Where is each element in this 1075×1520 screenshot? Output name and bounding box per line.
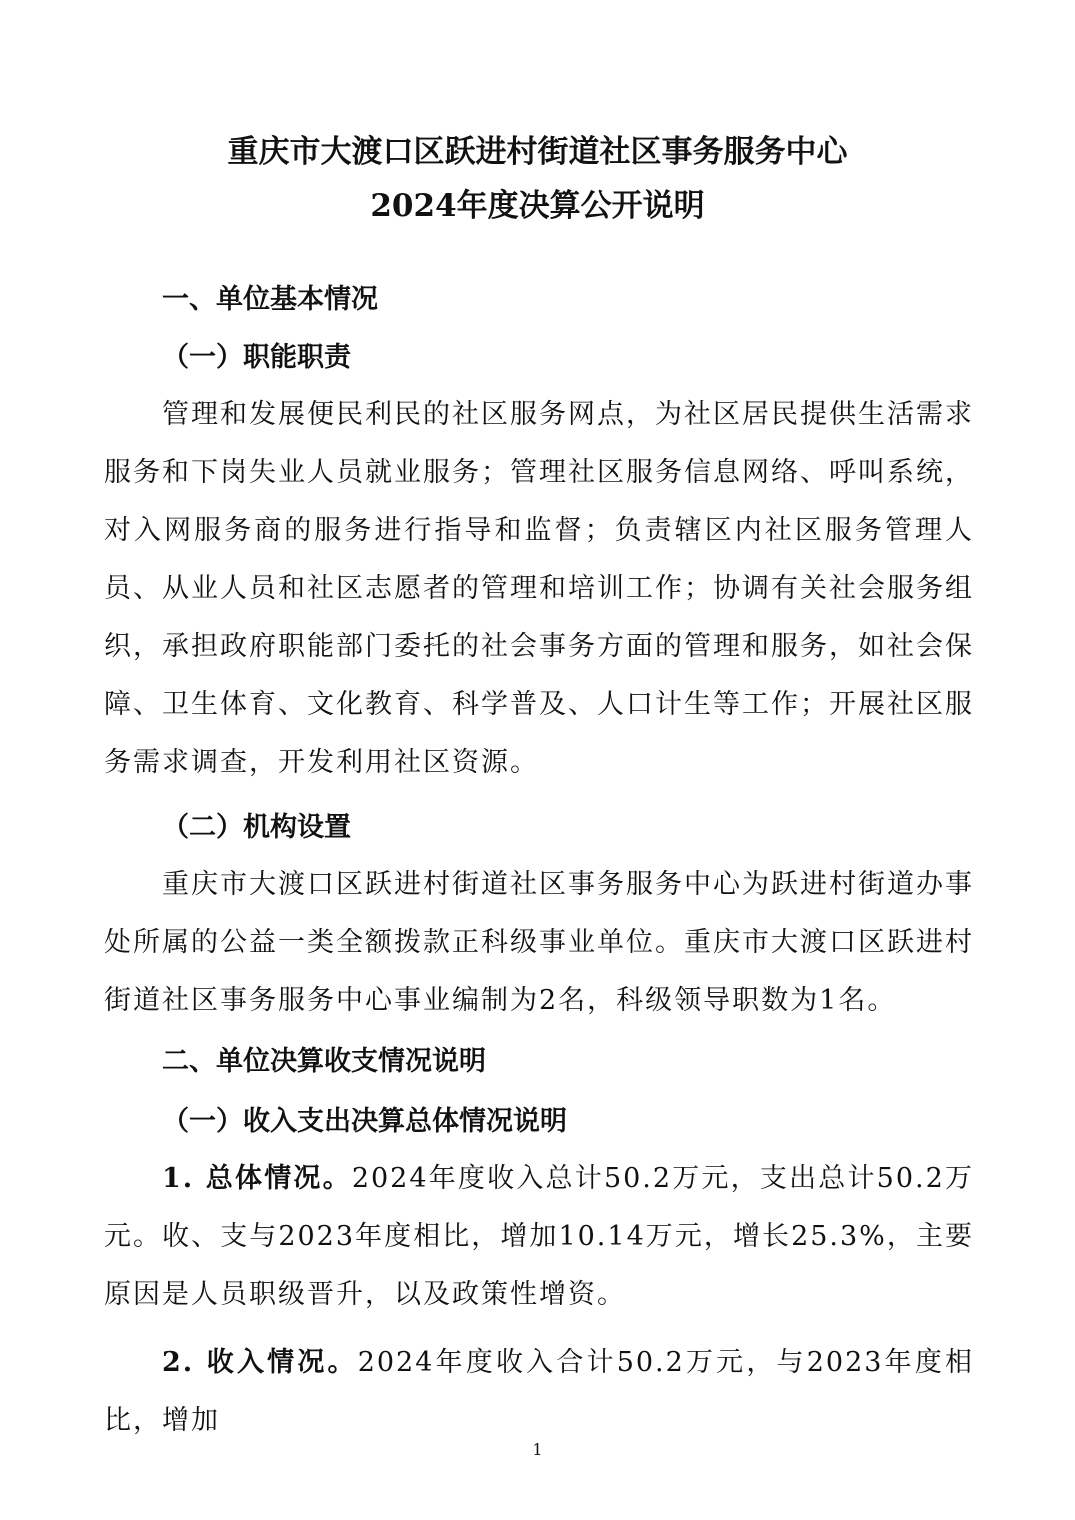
section2-sub1-heading: （一）收入支出决算总体情况说明 [162,1106,567,1137]
section1-sub1-heading: （一）职能职责 [162,342,351,373]
item2-text: 2024年度收入合计50.2万元，与2023年度相比，增加 [104,1347,975,1436]
item1-paragraph [104,1150,974,1324]
item2-label: 2. 收入情况。 [162,1347,358,1378]
section1-sub2-paragraph: 重庆市大渡口区跃进村街道社区事务服务中心为跃进村街道办事处所属的公益一类全额拨款正科级事业单位。重庆市大渡口区跃进村街道社区事务服务中心事业编制为2名，科级领导职数为1名。 [104,869,974,1016]
item2-paragraph [104,1334,974,1450]
section1-sub1-paragraph: 管理和发展便民利民的社区服务网点，为社区居民提供生活需求服务和下岗失业人员就业服务；管理社区服务信息网络、呼叫系统，对入网服务商的服务进行指导和监督；负责辖区内社区服务管理人员、从业人员和社区志愿者的管理和培训工作；协调有关社会服务组织，承担政府职能部门委托的社会事务方面的管理和服务，如社会保障、卫生体育、文化教育、科学普及、人口计生等工作；开展社区服务需求调查，开发利用社区资源。 [104,399,974,778]
section1-sub2-heading: （二）机构设置 [162,812,351,843]
document-title-line2: 2024年度决算公开说明 [370,188,705,224]
document-title-line1: 重庆市大渡口区跃进村街道社区事务服务中心 [227,134,848,170]
section1-heading: 一、单位基本情况 [162,284,378,315]
item1-label: 1. 总体情况。 [162,1163,352,1194]
section2-heading: 二、单位决算收支情况说明 [162,1046,486,1077]
page-number: 1 [532,1440,543,1459]
item1-text: 2024年度收入总计50.2万元，支出总计50.2万元。收、支与2023年度相比，增加10.14万元，增长25.3%，主要原因是人员职级晋升，以及政策性增资。 [104,1163,974,1310]
